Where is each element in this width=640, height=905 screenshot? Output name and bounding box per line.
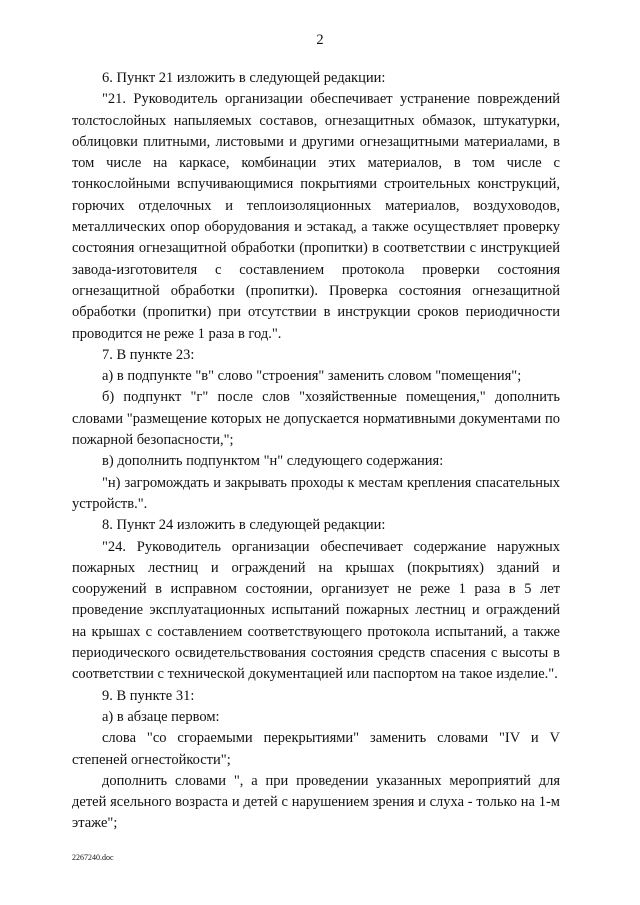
- paragraph-subitem-g: б) подпункт "г" после слов "хозяйственные помещения," дополнить словами "размещение которых не допускается нормативными документами по пожарной безопасности,";: [72, 389, 560, 449]
- document-body: [72, 68, 560, 835]
- paragraph-replace-words: слова "со сгораемыми перекрытиями" заменить словами "IV и V степеней огнестойкости";: [72, 730, 560, 768]
- paragraph-item-21-text: "21. Руководитель организации обеспечивает устранение повреждений толстослойных напыляемых составов, огнезащитных обмазок, штукатурки, облицовки плитными, листовыми и другими огнезащитными материалами, в том числе на каркасе, комбинации этих материалов, в том числе с тонкослойными вспучивающимися покрытиями строительных конструкций, горючих отделочных и теплоизоляционных материалов, воздуховодов, металлических опор оборудования и эстакад, а также осуществляет проверку состояния огнезащитной обработки (пропитки) в соответствии с инструкцией завода-изготовителя с составлением протокола проверки состояния огнезащитной обработки (пропитки). Проверка состояния огнезащитной обработки (пропитки) при отсутствии в инструкции сроков периодичности проводится не реже 1 раза в год.".: [72, 91, 560, 342]
- paragraph-subitem-add-n: в) дополнить подпунктом "н" следующего содержания:: [102, 453, 444, 470]
- page-number: 2: [316, 32, 324, 48]
- paragraph-item-9-intro: 9. В пункте 31:: [102, 687, 195, 704]
- paragraph-item-8-intro: 8. Пункт 24 изложить в следующей редакции:: [102, 517, 386, 534]
- document-file-code: 2267240.doc: [72, 853, 114, 862]
- paragraph-add-words: дополнить словами ", а при проведении указанных мероприятий для детей ясельного возраста и детей с нарушением зрения и слуха - только на 1-м этаже";: [72, 772, 560, 832]
- paragraph-subitem-a: а) в абзаце первом:: [102, 708, 220, 725]
- paragraph-subitem-v: а) в подпункте "в" слово "строения" заменить словом "помещения";: [102, 368, 522, 385]
- paragraph-item-7-intro: 7. В пункте 23:: [102, 346, 195, 363]
- paragraph-subitem-n-text: "н) загромождать и закрывать проходы к местам крепления спасательных устройств.".: [72, 474, 560, 512]
- paragraph-item-6-intro: 6. Пункт 21 изложить в следующей редакции:: [102, 70, 386, 86]
- paragraph-item-24-text: "24. Руководитель организации обеспечивает содержание наружных пожарных лестниц и ограждений на крышах (покрытиях) зданий и сооружений в исправном состоянии, организует не реже 1 раза в 5 лет проведение эксплуатационных испытаний пожарных лестниц и ограждений на крышах с составлением соответствующего протокола испытаний, а также периодического освидетельствования состояния средств спасения с высоты в соответствии с технической документацией или паспортом на такое изделие.".: [72, 538, 560, 683]
